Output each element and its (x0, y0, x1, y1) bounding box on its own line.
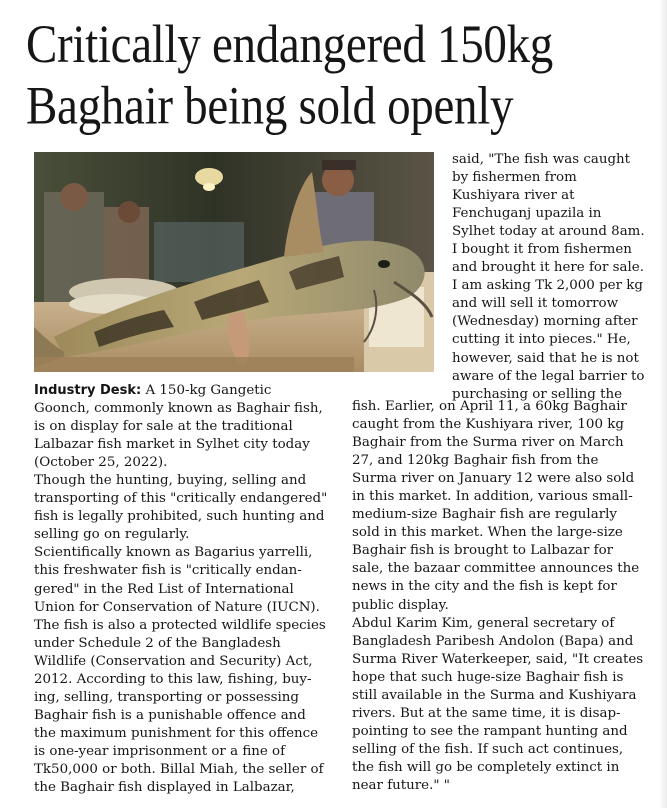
paragraph-line: Tk50,000 or both. Billal Miah, the seller of (34, 761, 324, 777)
paragraph-line: under Schedule 2 of the Bangladesh (34, 635, 281, 651)
paragraph-line: said, "The fish was caught (452, 152, 631, 167)
paragraph-line: in this market. In addition, various small- (352, 489, 633, 505)
paragraph-line: Baghair fish is a punishable offence and (34, 707, 306, 723)
paragraph-line: the Baghair fish displayed in Lalbazar, (34, 780, 295, 796)
paragraph-line: gered" in the Red List of International (34, 581, 294, 597)
paragraph-line: I bought it from fishermen (452, 242, 632, 258)
paragraph-line: is one-year imprisonment or a fine of (34, 743, 286, 759)
paragraph-line: Though the hunting, buying, selling and (34, 473, 307, 489)
paragraph-line: Abdul Karim Kim, general secretary of (352, 615, 615, 631)
paragraph-line: Fenchuganj upazila in (452, 206, 602, 222)
paragraph-line: fish. Earlier, on April 11, a 60kg Baghair (352, 399, 627, 414)
paragraph-line: cutting it into pieces." He, (452, 332, 631, 348)
paragraph-line: still available in the Surma and Kushiyara (352, 687, 637, 703)
paragraph-line: by fishermen from (452, 170, 577, 186)
paragraph-line: 2012. According to this law, fishing, buy- (34, 671, 312, 687)
paragraph-line: and brought it here for sale. (452, 260, 644, 276)
paragraph-line: Baghair fish is brought to Lalbazar for (352, 543, 614, 559)
headline-line-2: Baghair being sold openly (26, 76, 514, 136)
paragraph-line: Surma river on January 12 were also sold (352, 471, 635, 487)
article-left-column (34, 382, 338, 797)
paragraph-line: hope that such huge-size Baghair fish is (352, 669, 624, 685)
article-right-column-top (452, 151, 657, 404)
paragraph-line: Bangladesh Paribesh Andolon (Bapa) and (352, 633, 634, 649)
paragraph-line: public display. (352, 597, 449, 613)
paragraph-line: Wildlife (Conservation and Security) Act, (34, 653, 313, 669)
paragraph-line: fish is legally prohibited, such hunting and (34, 509, 325, 525)
paragraph-line: this freshwater fish is "critically endan- (34, 563, 302, 579)
paragraph-line: 27, and 120kg Baghair fish from the (352, 453, 599, 469)
paragraph-line: pointing to see the rampant hunting and (352, 723, 628, 739)
paragraph-line: I am asking Tk 2,000 per kg (452, 278, 643, 294)
paragraph-line: Scientifically known as Bagarius yarrelli, (34, 545, 313, 561)
paragraph-line: (October 25, 2022). (34, 455, 168, 471)
paragraph-line: sale, the bazaar committee announces the (352, 561, 640, 577)
page-edge-shadow (659, 0, 667, 808)
paragraph-line: The fish is also a protected wildlife species (34, 617, 326, 633)
headline (26, 14, 646, 137)
paragraph-line: selling go on regularly. (34, 527, 190, 543)
baghair-fish-photo (34, 152, 434, 372)
paragraph-line: Industry Desk: A 150-kg Gangetic (34, 383, 272, 398)
paragraph-line: aware of the legal barrier to (452, 368, 645, 384)
paragraph-line: Union for Conservation of Nature (IUCN). (34, 599, 320, 615)
paragraph-line: however, said that he is not (452, 350, 639, 366)
paragraph-line: ing, selling, transporting or possessing (34, 689, 300, 705)
paragraph-line: caught from the Kushiyara river, 100 kg (352, 417, 624, 433)
paragraph-line: news in the city and the fish is kept for (352, 579, 617, 595)
paragraph-line: the fish will go be completely extinct in (352, 759, 620, 775)
paragraph-line: Baghair from the Surma river on March (352, 435, 624, 451)
article-right-column-bottom (352, 398, 657, 795)
paragraph-line: transporting of this "critically endangered" (34, 491, 328, 507)
paragraph-line: Surma River Waterkeeper, said, "It creates (352, 651, 644, 667)
paragraph-line: purchasing or selling the (452, 386, 623, 402)
paragraph-line: Lalbazar fish market in Sylhet city today (34, 437, 310, 453)
paragraph-line: Kushiyara river at (452, 188, 575, 204)
paragraph-line: sold in this market. When the large-size (352, 525, 623, 541)
headline-line-1: Critically endangered 150kg (26, 15, 554, 75)
paragraph-line: (Wednesday) morning after (452, 314, 638, 330)
paragraph-line: is on display for sale at the traditional (34, 419, 293, 435)
paragraph-line: and will sell it tomorrow (452, 296, 619, 312)
paragraph-line: Sylhet today at around 8am. (452, 224, 645, 240)
paragraph-line: near future." " (352, 777, 450, 793)
paragraph-line: Goonch, commonly known as Baghair fish, (34, 401, 323, 417)
paragraph-line: rivers. But at the same time, it is disap- (352, 705, 621, 721)
byline: Industry Desk: (34, 383, 142, 398)
paragraph-line: selling of the fish. If such act continues, (352, 741, 624, 757)
paragraph-line: medium-size Baghair fish are regularly (352, 507, 617, 523)
paragraph-line: the maximum punishment for this offence (34, 725, 319, 741)
